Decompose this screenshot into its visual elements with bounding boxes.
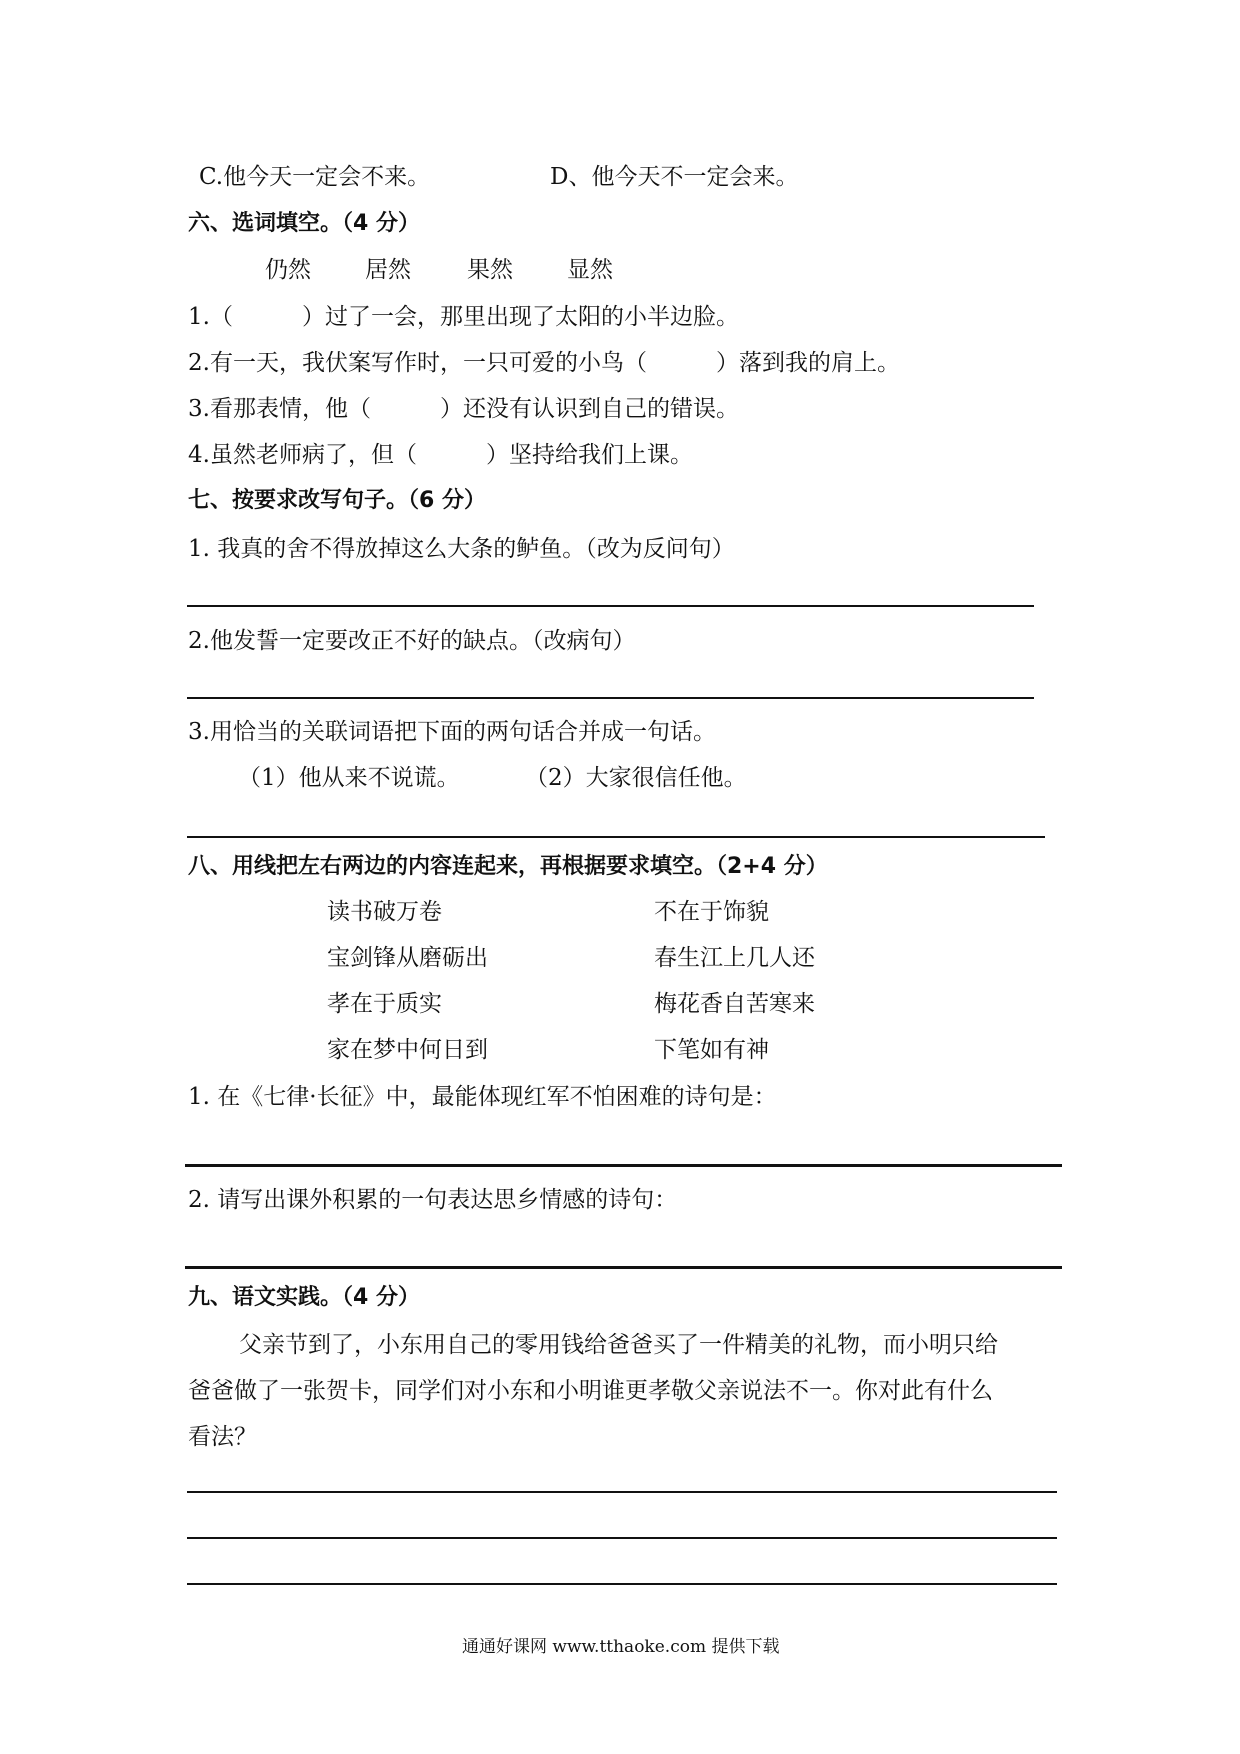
sentence-2: （2）大家很信任他。 [525,765,747,791]
option-c: C.他今天一定会不来。 [199,164,431,190]
match-right-item[interactable]: 不在于饰貌 [654,899,769,925]
poem-q1: 1. 在《七律·长征》中，最能体现红军不怕困难的诗句是： [188,1084,777,1110]
fill-item-3: 3.看那表情，他（ ）还没有认识到自己的错误。 [188,396,739,422]
word-option: 居然 [365,257,411,283]
match-left-item[interactable]: 读书破万卷 [327,899,442,925]
rewrite-q2: 2.他发誓一定要改正不好的缺点。（改病句） [188,628,636,654]
answer-line[interactable] [187,1583,1057,1585]
word-option: 仍然 [265,257,311,283]
answer-line[interactable] [187,1537,1057,1539]
answer-line[interactable] [187,836,1045,838]
fill-item-2: 2.有一天，我伏案写作时，一只可爱的小鸟（ ）落到我的肩上。 [188,350,900,376]
answer-line[interactable] [185,1266,1062,1269]
section9-title: 九、语文实践。（4 分） [188,1285,420,1310]
section8-title: 八、用线把左右两边的内容连起来，再根据要求填空。（2+4 分） [188,854,828,879]
practice-paragraph-line: 父亲节到了，小东用自己的零用钱给爸爸买了一件精美的礼物，而小明只给 [239,1332,998,1358]
practice-paragraph-line: 爸爸做了一张贺卡，同学们对小东和小明谁更孝敬父亲说法不一。你对此有什么 [188,1378,993,1404]
word-option: 显然 [567,257,613,283]
rewrite-q1: 1. 我真的舍不得放掉这么大条的鲈鱼。（改为反问句） [188,536,735,562]
fill-item-1: 1.（ ）过了一会，那里出现了太阳的小半边脸。 [188,304,739,330]
option-d: D、他今天不一定会来。 [550,164,799,190]
practice-paragraph-line: 看法？ [188,1424,257,1450]
sentence-1: （1）他从来不说谎。 [238,765,460,791]
page-footer: 通通好课网 www.tthaoke.com 提供下载 [462,1637,780,1657]
rewrite-q3: 3.用恰当的关联词语把下面的两句话合并成一句话。 [188,719,716,745]
section6-title: 六、选词填空。（4 分） [188,211,420,236]
match-right-item[interactable]: 梅花香自苦寒来 [654,991,815,1017]
answer-line[interactable] [187,697,1034,699]
poem-q2: 2. 请写出课外积累的一句表达思乡情感的诗句： [188,1187,678,1213]
match-left-item[interactable]: 家在梦中何日到 [327,1037,488,1063]
answer-line[interactable] [187,1491,1057,1493]
answer-line[interactable] [187,605,1034,607]
section7-title: 七、按要求改写句子。（6 分） [188,488,486,513]
fill-item-4: 4.虽然老师病了，但（ ）坚持给我们上课。 [188,442,693,468]
match-left-item[interactable]: 孝在于质实 [327,991,442,1017]
word-option: 果然 [467,257,513,283]
match-right-item[interactable]: 春生江上几人还 [654,945,815,971]
answer-line[interactable] [185,1164,1062,1167]
match-left-item[interactable]: 宝剑锋从磨砺出 [327,945,488,971]
match-right-item[interactable]: 下笔如有神 [654,1037,769,1063]
